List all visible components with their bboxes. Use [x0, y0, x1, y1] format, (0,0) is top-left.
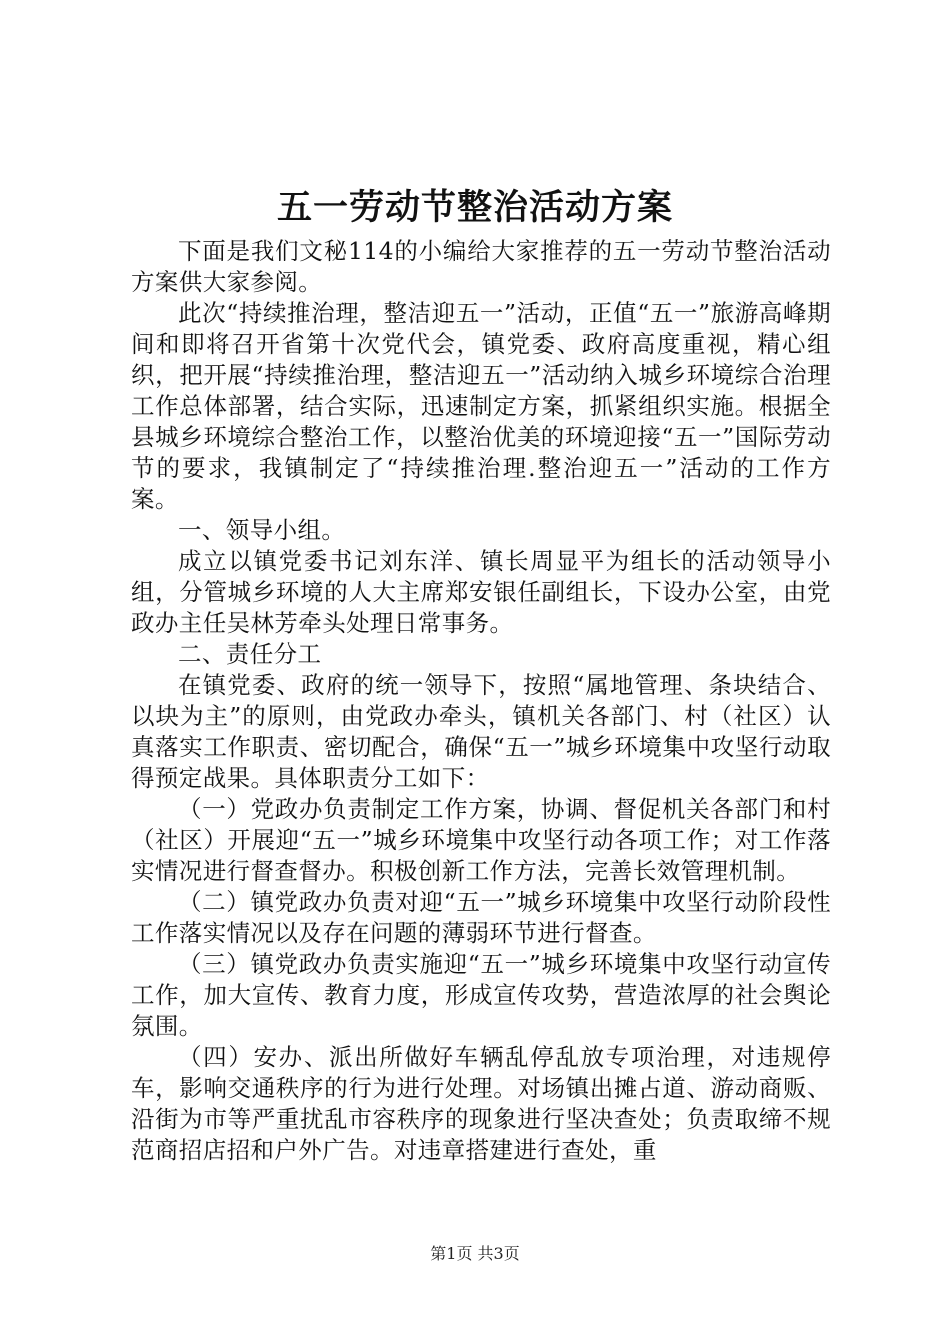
- paragraph-item-3: （三）镇党政办负责实施迎“五一”城乡环境集中攻坚行动宣传工作，加大宣传、教育力度，形成宣传攻势，营造浓厚的社会舆论氛围。: [131, 950, 831, 1040]
- section-heading-responsibilities: 二、责任分工: [178, 640, 322, 668]
- section-heading-leadership: 一、领导小组。: [178, 516, 346, 544]
- paragraph-responsibilities: 在镇党委、政府的统一领导下，按照“属地管理、条块结合、以块为主”的原则，由党政办牵头，镇机关各部门、村（社区）认真落实工作职责、密切配合，确保“五一”城乡环境集中攻坚行动取得预定战果。具体职责分工如下：: [131, 671, 831, 792]
- document-title: 五一劳动节整治活动方案: [276, 187, 673, 228]
- paragraph-intro: 下面是我们文秘114的小编给大家推荐的五一劳动节整治活动方案供大家参阅。: [131, 237, 831, 296]
- page-indicator: 第1页 共3页: [430, 1244, 520, 1263]
- document-body: [131, 236, 831, 1166]
- paragraph-item-2: （二）镇党政办负责对迎“五一”城乡环境集中攻坚行动阶段性工作落实情况以及存在问题的薄弱环节进行督查。: [131, 888, 831, 947]
- paragraph-item-1: （一）党政办负责制定工作方案，协调、督促机关各部门和村（社区）开展迎“五一”城乡环境集中攻坚行动各项工作；对工作落实情况进行督查督办。积极创新工作方法，完善长效管理机制。: [131, 795, 831, 885]
- paragraph-background: 此次“持续推治理，整洁迎五一”活动，正值“五一”旅游高峰期间和即将召开省第十次党代会，镇党委、政府高度重视，精心组织，把开展“持续推治理，整洁迎五一”活动纳入城乡环境综合治理工作总体部署，结合实际，迅速制定方案，抓紧组织实施。根据全县城乡环境综合整治工作，以整治优美的环境迎接“五一”国际劳动节的要求，我镇制定了“持续推治理.整治迎五一”活动的工作方案。: [131, 299, 831, 513]
- paragraph-item-4: （四）安办、派出所做好车辆乱停乱放专项治理，对违规停车，影响交通秩序的行为进行处理。对场镇出摊占道、游动商贩、沿街为市等严重扰乱市容秩序的现象进行坚决查处；负责取缔不规范商招店招和户外广告。对违章搭建进行查处，重: [131, 1043, 831, 1164]
- paragraph-leadership: 成立以镇党委书记刘东洋、镇长周显平为组长的活动领导小组，分管城乡环境的人大主席郑安银任副组长，下设办公室，由党政办主任吴林芳牵头处理日常事务。: [131, 547, 831, 637]
